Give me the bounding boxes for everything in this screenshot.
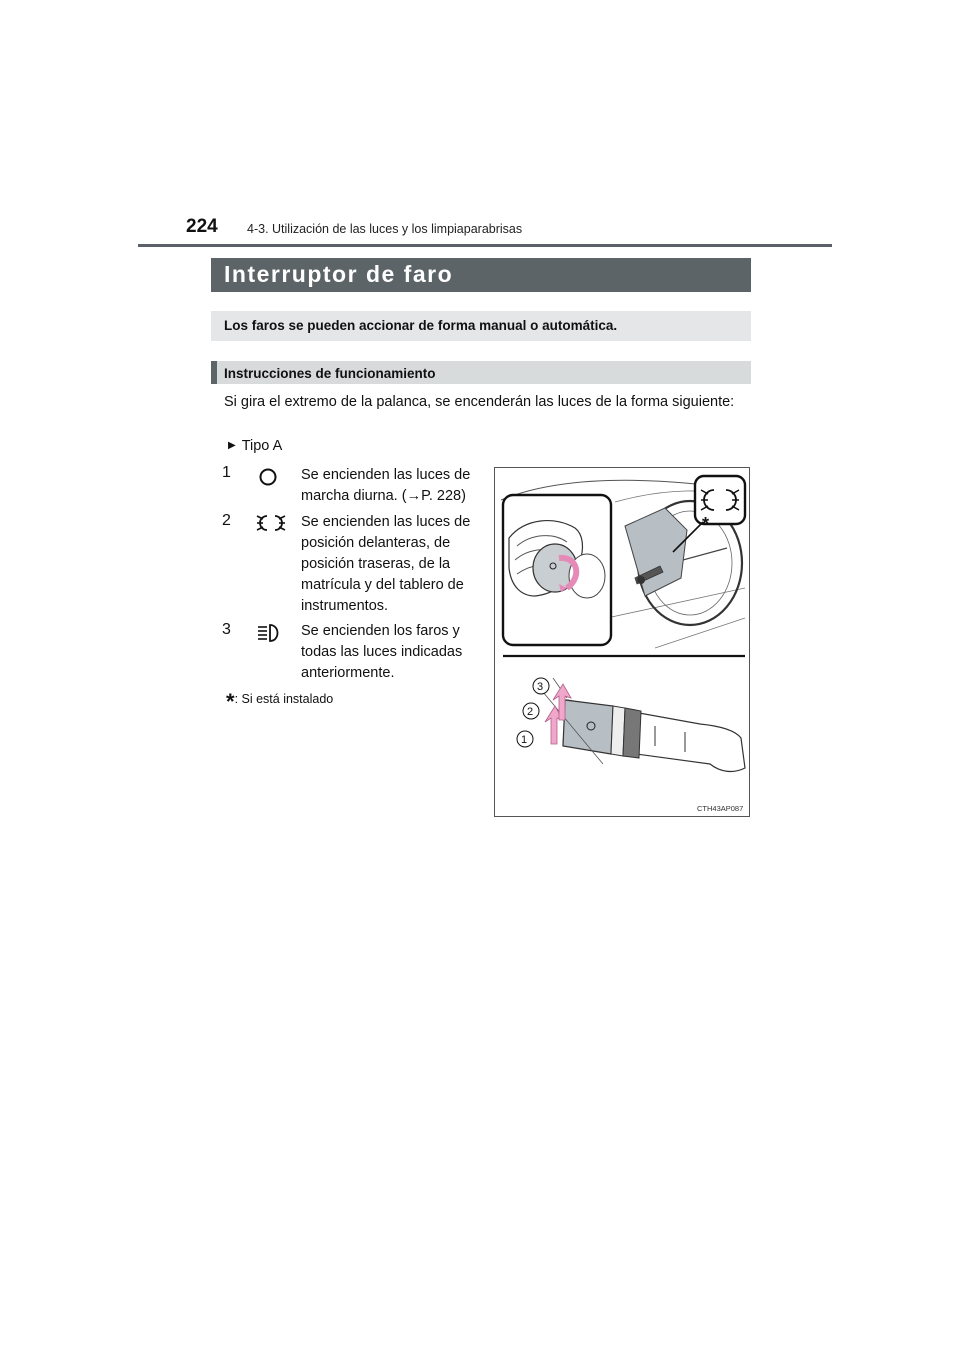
subheading-text: Instrucciones de funcionamiento (224, 366, 436, 381)
page-title: Interruptor de faro (224, 261, 454, 287)
headlight-icon (256, 622, 284, 644)
figure-callout-2: 2 (527, 706, 534, 718)
footnote (226, 689, 333, 715)
figure-code: CTH43AP087 (697, 804, 744, 813)
summary-text: Los faros se pueden accionar de forma manual o automática. (224, 318, 618, 333)
item-3-line-3: anteriormente. (301, 665, 395, 681)
footnote-text: : Si está instalado (234, 692, 334, 706)
footnote-star: * (226, 689, 235, 714)
item-3-description (301, 621, 479, 684)
section-breadcrumb: 4-3. Utilización de las luces y los limpiaparabrisas (247, 222, 523, 236)
header-divider (138, 244, 832, 247)
figure-callout-1: 1 (521, 734, 528, 746)
intro-paragraph: Si gira el extremo de la palanca, se encenderán las luces de la forma siguiente: (224, 394, 735, 410)
callout-number-1: 1 (222, 464, 231, 481)
item-1-line-1: Se encienden las luces de (301, 467, 471, 483)
figure-callout-3: 3 (537, 681, 544, 693)
item-1-description (301, 465, 479, 507)
callout-number-2: 2 (222, 512, 231, 529)
triangle-bullet-icon: ▶ (228, 440, 236, 451)
variant-text: Tipo A (241, 438, 283, 454)
position-light-icon (256, 512, 286, 534)
figure-asterisk: * (702, 514, 710, 534)
item-2-line-4: matrícula y del tablero de (301, 577, 464, 593)
item-2-line-3: posición traseras, de la (301, 556, 451, 572)
daytime-running-light-icon (256, 467, 280, 487)
page-number: 224 (186, 216, 218, 237)
item-2-line-5: instrumentos. (301, 598, 389, 614)
figure-illustration (495, 468, 749, 816)
subheading-accent (211, 361, 217, 384)
item-2-line-2: posición delanteras, de (301, 535, 451, 551)
item-3-line-2: todas las luces indicadas (301, 644, 463, 660)
item-2-description (301, 512, 479, 617)
item-1-line-2: marcha diurna. (→P. 228) (301, 488, 466, 504)
callout-number-3: 3 (222, 621, 231, 638)
item-3-line-1: Se encienden los faros y (301, 623, 460, 639)
lever-closeup-drawing (517, 678, 745, 771)
item-2-line-1: Se encienden las luces de (301, 514, 471, 530)
headlight-switch-figure (494, 467, 750, 817)
variant-label (228, 438, 282, 454)
